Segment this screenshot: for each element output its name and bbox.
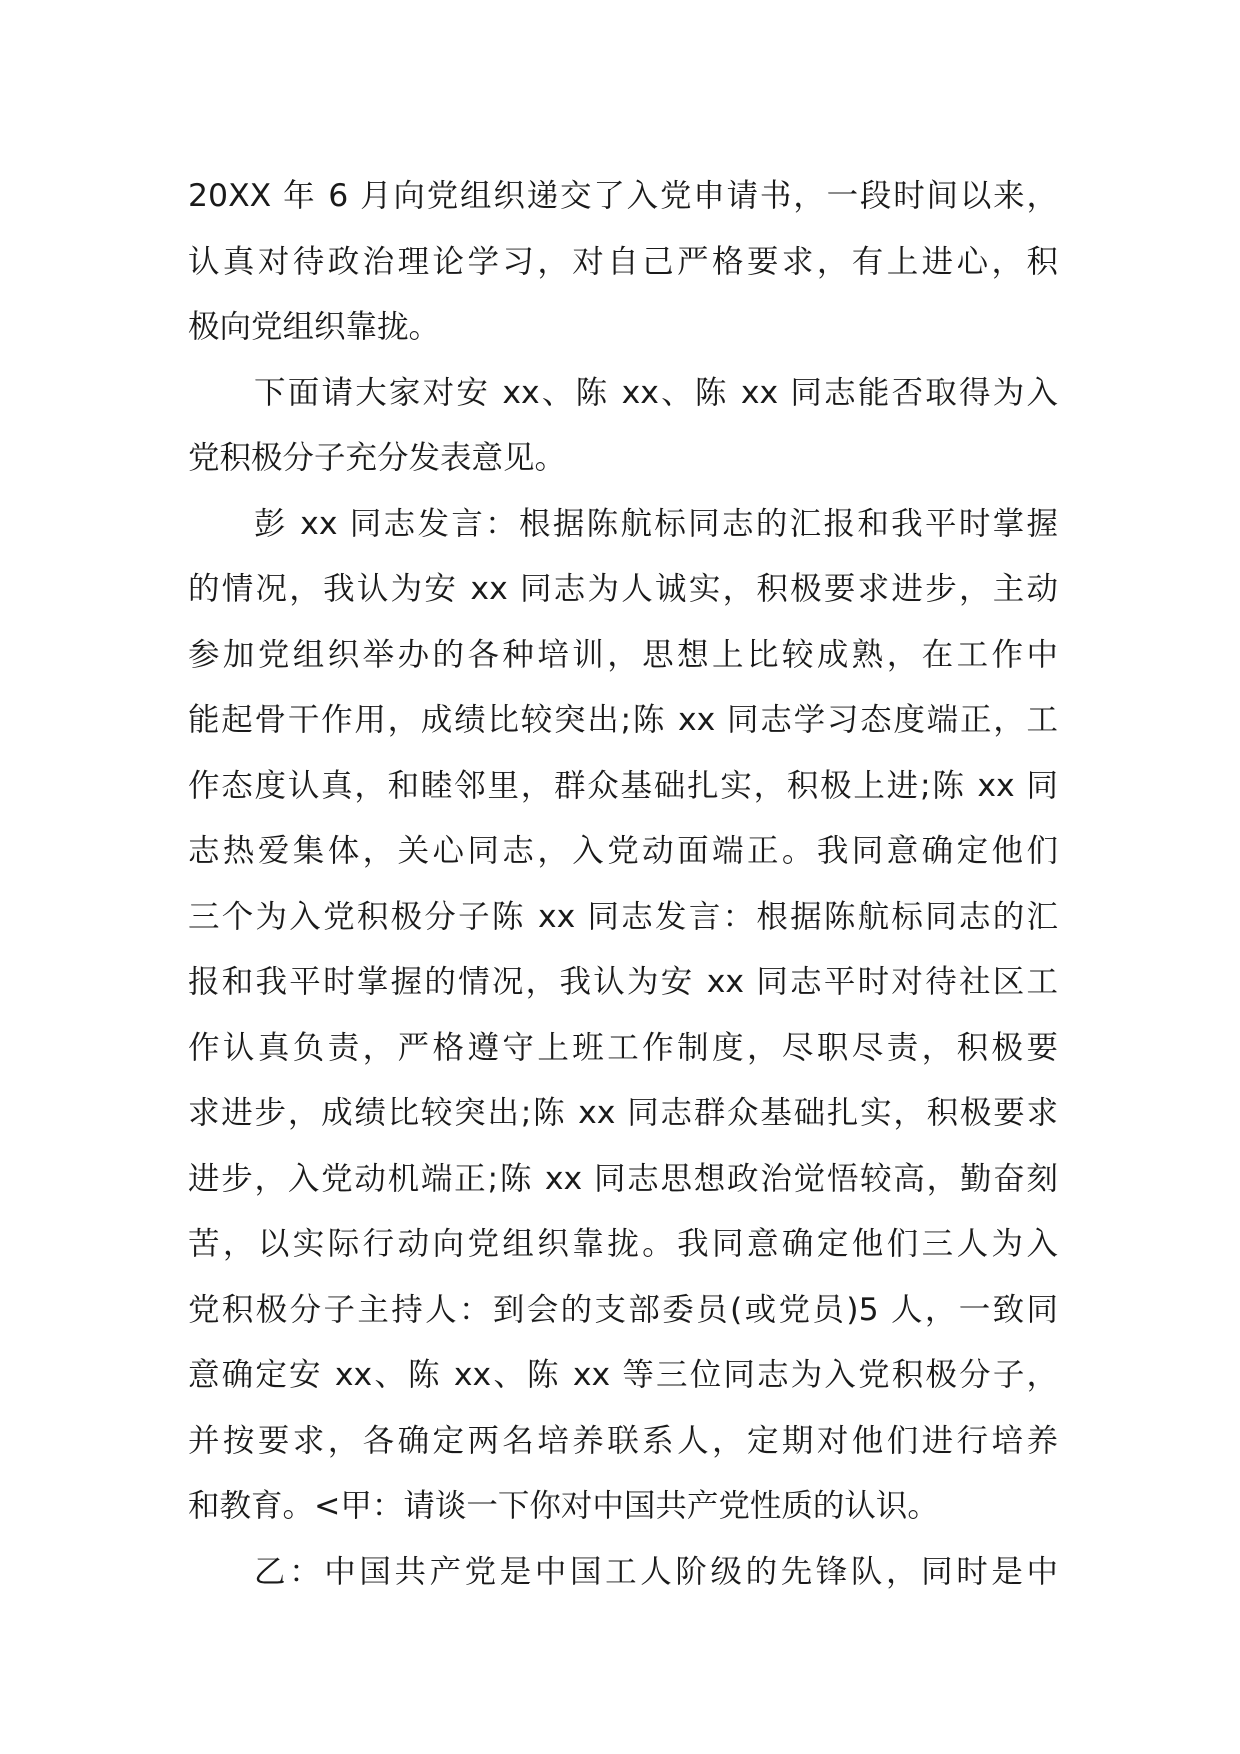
paragraph [188, 492, 1058, 1540]
text-line: 报和我平时掌握的情况，我认为安 xx 同志平时对待社区工 [188, 964, 1058, 1000]
text-line: 意确定安 xx、陈 xx、陈 xx 等三位同志为入党积极分子， [188, 1357, 1058, 1393]
text-line: 能起骨干作用，成绩比较突出;陈 xx 同志学习态度端正，工 [188, 702, 1058, 738]
text-line: 彭 xx 同志发言：根据陈航标同志的汇报和我平时掌握 [254, 505, 1058, 542]
paragraph [188, 164, 1058, 361]
text-line: 进步，入党动机端正;陈 xx 同志思想政治觉悟较高，勤奋刻 [188, 1160, 1058, 1197]
text-line: 下面请大家对安 xx、陈 xx、陈 xx 同志能否取得为入 [254, 374, 1058, 411]
text-line: 20XX 年 6 月向党组织递交了入党申请书，一段时间以来， [188, 178, 1058, 214]
text-line: 作认真负责，严格遵守上班工作制度，尽职尽责，积极要 [188, 1029, 1058, 1066]
text-line: 党积极分子主持人：到会的支部委员(或党员)5 人，一致同 [188, 1291, 1058, 1328]
text-line: 并按要求，各确定两名培养联系人，定期对他们进行培养 [188, 1422, 1058, 1459]
text-line: 和教育。<甲：请谈一下你对中国共产党性质的认识。 [188, 1488, 939, 1524]
text-line: 作态度认真，和睦邻里，群众基础扎实，积极上进;陈 xx 同 [188, 767, 1058, 804]
text-line: 极向党组织靠拢。 [188, 309, 441, 345]
text-line: 乙：中国共产党是中国工人阶级的先锋队，同时是中 [254, 1553, 1058, 1590]
text-line: 党积极分子充分发表意见。 [188, 440, 567, 476]
text-line: 参加党组织举办的各种培训，思想上比较成熟，在工作中 [188, 636, 1058, 673]
text-line: 的情况，我认为安 xx 同志为人诚实，积极要求进步，主动 [188, 571, 1058, 607]
text-line: 苦，以实际行动向党组织靠拢。我同意确定他们三人为入 [188, 1226, 1058, 1262]
text-line: 志热爱集体，关心同志，入党动面端正。我同意确定他们 [188, 833, 1058, 869]
text-line: 三个为入党积极分子陈 xx 同志发言：根据陈航标同志的汇 [188, 898, 1058, 935]
text-line: 求进步，成绩比较突出;陈 xx 同志群众基础扎实，积极要求 [188, 1095, 1058, 1131]
body-text [188, 164, 1058, 1605]
text-line: 认真对待政治理论学习，对自己严格要求，有上进心，积 [188, 243, 1058, 280]
paragraph [188, 361, 1058, 492]
paragraph [188, 1540, 1058, 1606]
